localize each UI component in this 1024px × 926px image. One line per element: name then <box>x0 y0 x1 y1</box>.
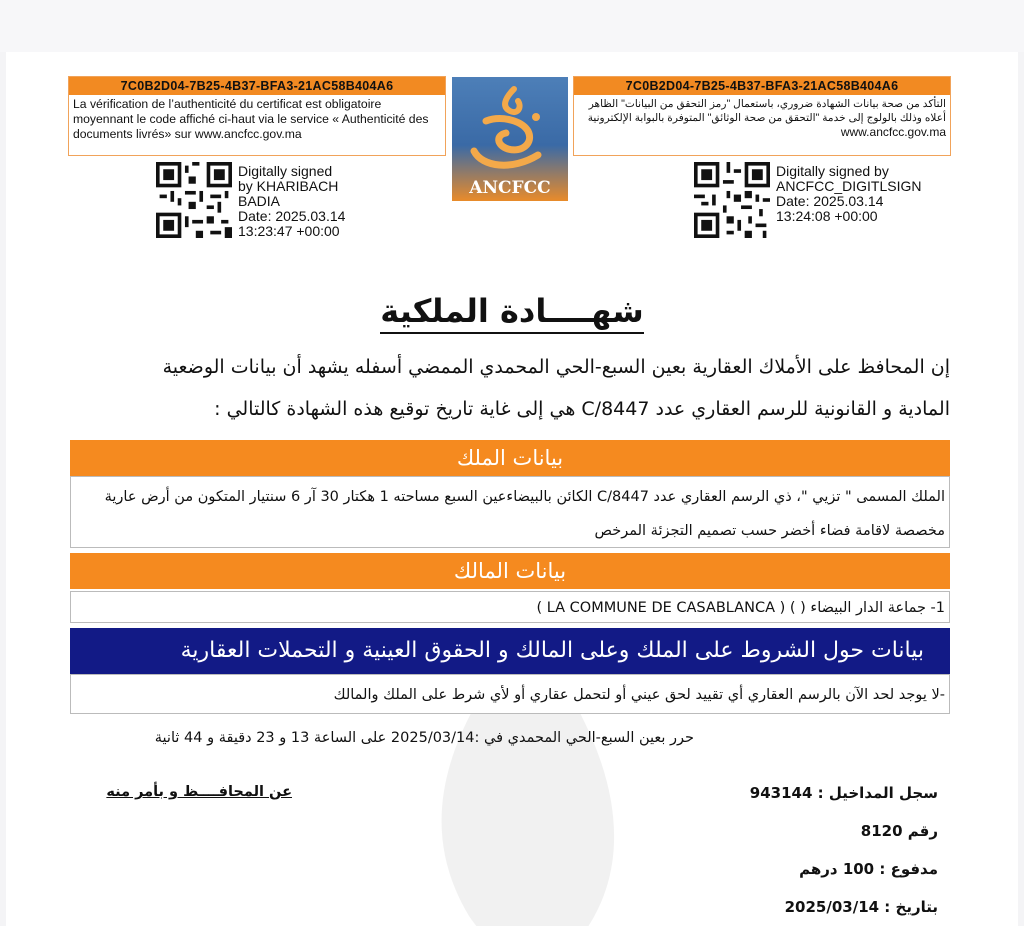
signature-line: 13:23:47 +00:00 <box>238 223 340 239</box>
owner-details: 1- جماعة الدار البيضاء ( ) ( LA COMMUNE DE CASABLANCA ) <box>70 591 950 623</box>
verification-box-ar <box>573 76 951 156</box>
verification-box-fr <box>68 76 446 156</box>
drafted-at: حرر بعين السبع-الحي المحمدي في :2025/03/14 على الساعة 13 و 23 دقيقة و 44 ثانية <box>154 730 694 746</box>
signature-line: Date: 2025.03.14 <box>238 208 346 224</box>
document-title <box>0 292 1024 330</box>
signature-line: Digitally signed <box>238 163 333 179</box>
payment-date: بتاريخ : 2025/03/14 <box>784 898 938 916</box>
qr-code <box>694 162 770 238</box>
on-behalf-of-registrar: عن المحافــــظ و بأمر منه <box>106 784 292 800</box>
signature-block-right <box>776 164 966 224</box>
verification-code: 7C0B2D04-7B25-4B37-BFA3-21AC58B404A6 <box>69 77 445 95</box>
revenue-register: سجل المداخيل : 943144 <box>749 784 938 802</box>
verification-url: www.ancfcc.gov.ma <box>840 125 946 139</box>
receipt-number: رقم 8120 <box>860 822 938 840</box>
signature-line: ANCFCC_DIGITLSIGN <box>776 178 922 194</box>
conditions-details: -لا يوجد لحد الآن بالرسم العقاري أي تقييد لحق عيني أو لتحمل عقاري أو لأي شرط على الملك والمالك <box>70 674 950 714</box>
signature-block-left <box>238 164 388 239</box>
signature-line: 13:24:08 +00:00 <box>776 208 878 224</box>
property-details: الملك المسمى " تزيي "، ذي الرسم العقاري عدد C/8447 الكائن بالبيضاءعين السبع مساحته 1 هكتار 30 آر 6 سنتيار المتكون من أرض عارية مخصصة لاقامة فضاء أخضر حسب تصميم التجزئة المرخص <box>70 476 950 548</box>
signature-line: Digitally signed by <box>776 163 889 179</box>
amount-paid: مدفوع : 100 درهم <box>799 860 938 878</box>
verification-text-ar-body: التأكد من صحة بيانات الشهادة ضروري، باستعمال "رمز التحقق من البيانات" الظاهر أعلاه وذلك بالولوج إلى خدمة "التحقق من صحة الوثائق" المتوفرة بالبوابة الإلكترونية <box>587 98 946 124</box>
verification-text-fr: La vérification de l’authenticité du certificat est obligatoire moyennant le code affiché ci-haut via le service « Authenticité des documents livrés» sur www.ancfcc.gov.ma <box>73 97 429 141</box>
signature-line: BADIA <box>238 193 281 209</box>
verification-code: 7C0B2D04-7B25-4B37-BFA3-21AC58B404A6 <box>574 77 950 95</box>
owner-section-header: بيانات المالك <box>70 553 950 589</box>
logo-text: ANCFCC <box>469 178 551 198</box>
signature-line: by KHARIBACH <box>238 178 339 194</box>
property-section-header: بيانات الملك <box>70 440 950 476</box>
conditions-section-header: بيانات حول الشروط على الملك وعلى المالك و الحقوق العينية و التحملات العقارية <box>70 628 950 674</box>
top-margin <box>0 0 1024 52</box>
ancfcc-logo <box>452 77 568 201</box>
qr-code <box>156 162 232 238</box>
verification-text-ar <box>574 95 950 141</box>
signature-line: Date: 2025.03.14 <box>776 193 884 209</box>
document-title-text: شهــــادة الملكية <box>380 292 643 334</box>
intro-line-2: المادية و القانونية للرسم العقاري عدد C/8447 هي إلى غاية تاريخ توقيع هذه الشهادة كالتالي : <box>214 398 950 420</box>
intro-line-1: إن المحافظ على الأملاك العقارية بعين السبع-الحي المحمدي الممضي أسفله يشهد أن بيانات الوضعية <box>162 356 950 378</box>
